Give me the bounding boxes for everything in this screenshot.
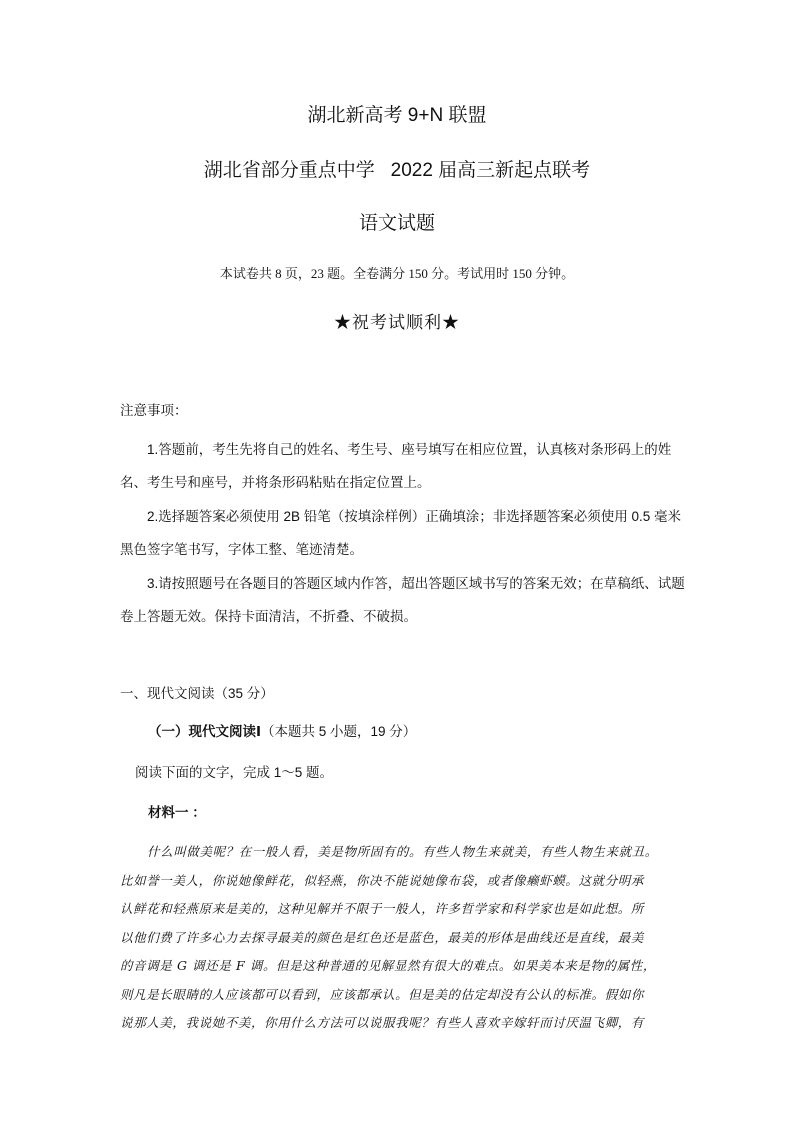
section-title: 一、现代文阅读（35 分） xyxy=(120,686,274,701)
subsection-title-detail: （本题共 5 小题，19 分） xyxy=(261,724,417,739)
note-item-2: 2.选择题答案必须使用 2B 铅笔（按填涂样例）正确填涂；非选择题答案必须使用 0.5 毫米黑色签字笔书写，字体工整、笔迹清楚。 xyxy=(120,509,682,557)
exam-info: 本试卷共 8 页，23 题。全卷满分 150 分。考试用时 150 分钟。 xyxy=(219,266,575,281)
subsection-title-bold: （一）现代文阅读Ⅰ xyxy=(148,724,262,739)
passage-text xyxy=(120,838,680,1038)
passage-line: 认鲜花和轻燕原来是美的，这种见解并不限于一般人，许多哲学家和科学家也是如此想。所 xyxy=(120,901,645,916)
reading-instruction: 阅读下面的文字，完成 1～5 题。 xyxy=(135,765,334,780)
subsection-title xyxy=(148,720,718,740)
alliance-title: 湖北新高考 9+N 联盟 xyxy=(307,105,487,126)
exam-title: 湖北省部分重点中学 2022 届高三新起点联考 xyxy=(203,160,591,181)
passage-line: 什么叫做美呢？在一般人看，美是物所固有的。有些人物生来就美，有些人物生来就丑。 xyxy=(147,844,658,859)
note-item-3: 3.请按照题号在各题目的答题区域内作答，超出答题区域书写的答案无效；在草稿纸、试题卷上答题无效。保持卡面清洁，不折叠、不破损。 xyxy=(120,576,685,624)
subject-title: 语文试题 xyxy=(358,213,435,234)
passage-line: 以他们费了许多心力去探寻最美的颜色是红色还是蓝色，最美的形体是曲线还是直线，最美 xyxy=(120,929,645,945)
good-luck-banner: ★祝考试顺利★ xyxy=(334,313,460,333)
note-item-1: 1.答题前，考生先将自己的姓名、考生号、座号填写在相应位置，认真核对条形码上的姓名、考生号和座号，并将条形码粘贴在指定位置上。 xyxy=(120,442,672,490)
passage-line: 的音调是 G 调还是 F 调。但是这种普通的见解显然有很大的难点。如果美本来是物的属性， xyxy=(120,958,656,973)
material-label: 材料一 ： xyxy=(148,805,206,820)
passage-line: 比如誉一美人，你说她像鲜花，似轻燕，你决不能说她像布袋，或者像癞虾蟆。这就分明承 xyxy=(120,872,645,888)
notes-title: 注意事项： xyxy=(120,403,188,418)
passage-line: 说那人美，我说她不美，你用什么方法可以说服我呢？有些人喜欢辛嫁轩而讨厌温飞卿，有 xyxy=(120,1015,645,1030)
passage-line: 则凡是长眼睛的人应该都可以看到，应该都承认。但是美的估定却没有公认的标准。假如你 xyxy=(120,986,645,1002)
